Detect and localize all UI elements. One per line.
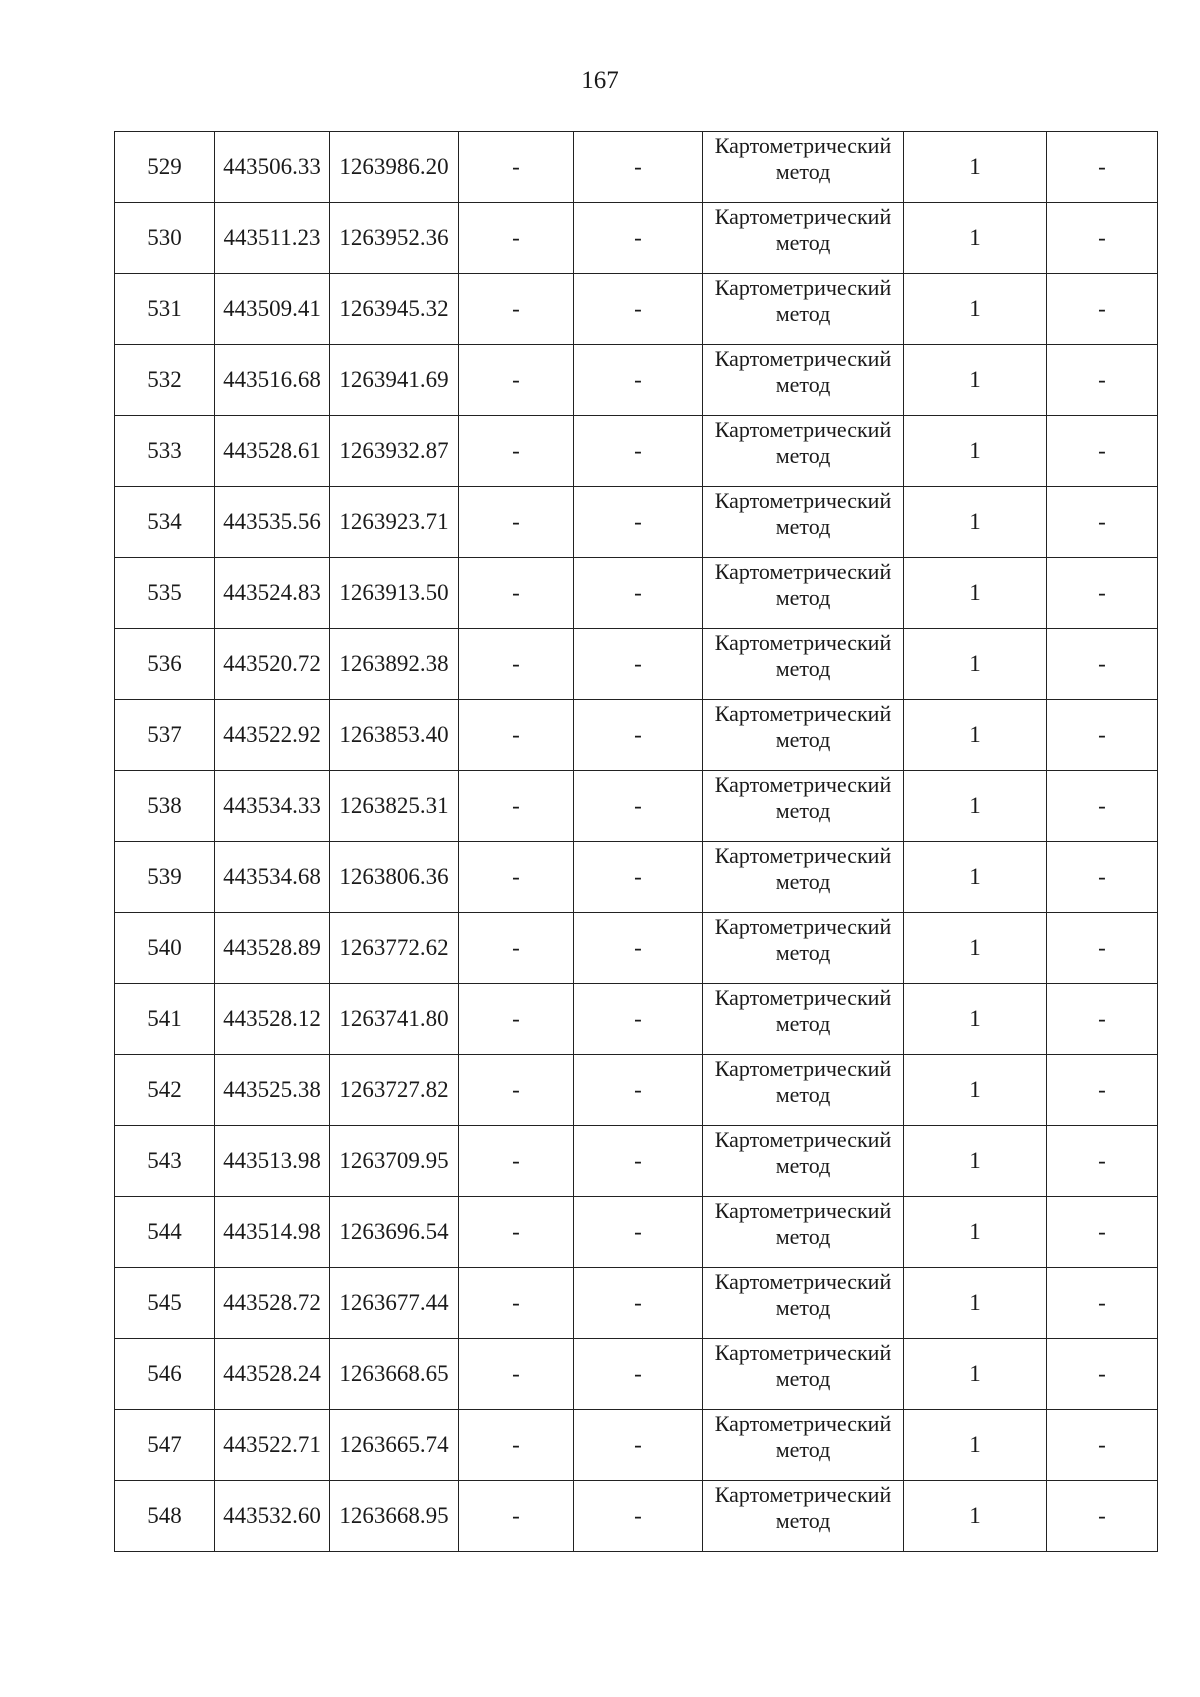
point-number-cell: 544 [115,1197,215,1268]
y-coordinate-cell: 1263806.36 [330,842,459,913]
empty-cell-2: - [574,1055,703,1126]
empty-cell-1: - [459,274,574,345]
method-cell [703,274,904,345]
method-cell [703,913,904,984]
method-line-1: Картометрический [714,1198,892,1223]
x-coordinate-cell: 443513.98 [215,1126,330,1197]
x-coordinate-cell: 443528.89 [215,913,330,984]
empty-cell-2: - [574,132,703,203]
table-row [115,558,1158,629]
accuracy-cell: 1 [904,274,1047,345]
method-line-1: Картометрический [714,488,892,513]
empty-cell-2: - [574,1268,703,1339]
accuracy-cell: 1 [904,1197,1047,1268]
method-line-2: метод [775,656,831,681]
method-cell [703,842,904,913]
table-row [115,913,1158,984]
empty-cell-3: - [1047,1339,1158,1410]
point-number-cell: 547 [115,1410,215,1481]
accuracy-cell: 1 [904,700,1047,771]
method-line-1: Картометрический [714,275,892,300]
empty-cell-1: - [459,1197,574,1268]
empty-cell-1: - [459,487,574,558]
x-coordinate-cell: 443528.61 [215,416,330,487]
method-cell [703,1481,904,1552]
y-coordinate-cell: 1263853.40 [330,700,459,771]
table-row [115,1197,1158,1268]
point-number-cell: 529 [115,132,215,203]
table-row [115,203,1158,274]
method-line-2: метод [775,1366,831,1391]
method-cell [703,1339,904,1410]
y-coordinate-cell: 1263677.44 [330,1268,459,1339]
method-line-1: Картометрический [714,914,892,939]
y-coordinate-cell: 1263986.20 [330,132,459,203]
method-line-1: Картометрический [714,843,892,868]
method-line-2: метод [775,301,831,326]
empty-cell-1: - [459,1055,574,1126]
table-row [115,842,1158,913]
point-number-cell: 539 [115,842,215,913]
method-line-1: Картометрический [714,1340,892,1365]
method-line-1: Картометрический [714,346,892,371]
method-line-2: метод [775,1437,831,1462]
method-line-2: метод [775,230,831,255]
method-line-2: метод [775,585,831,610]
table-row [115,984,1158,1055]
method-line-2: метод [775,372,831,397]
accuracy-cell: 1 [904,416,1047,487]
empty-cell-3: - [1047,984,1158,1055]
method-line-2: метод [775,514,831,539]
method-line-1: Картометрический [714,772,892,797]
table-row [115,416,1158,487]
empty-cell-3: - [1047,274,1158,345]
empty-cell-1: - [459,984,574,1055]
empty-cell-3: - [1047,1268,1158,1339]
empty-cell-3: - [1047,345,1158,416]
method-cell [703,345,904,416]
y-coordinate-cell: 1263709.95 [330,1126,459,1197]
x-coordinate-cell: 443534.33 [215,771,330,842]
x-coordinate-cell: 443532.60 [215,1481,330,1552]
method-line-1: Картометрический [714,417,892,442]
method-line-2: метод [775,940,831,965]
point-number-cell: 531 [115,274,215,345]
point-number-cell: 546 [115,1339,215,1410]
empty-cell-3: - [1047,487,1158,558]
empty-cell-3: - [1047,1055,1158,1126]
method-cell [703,984,904,1055]
accuracy-cell: 1 [904,1410,1047,1481]
method-line-2: метод [775,1153,831,1178]
empty-cell-3: - [1047,629,1158,700]
method-line-1: Картометрический [714,1482,892,1507]
table-row [115,1481,1158,1552]
point-number-cell: 540 [115,913,215,984]
x-coordinate-cell: 443514.98 [215,1197,330,1268]
y-coordinate-cell: 1263932.87 [330,416,459,487]
method-line-1: Картометрический [714,985,892,1010]
point-number-cell: 536 [115,629,215,700]
empty-cell-3: - [1047,132,1158,203]
method-line-1: Картометрический [714,133,892,158]
accuracy-cell: 1 [904,1339,1047,1410]
empty-cell-1: - [459,842,574,913]
accuracy-cell: 1 [904,345,1047,416]
method-cell [703,416,904,487]
x-coordinate-cell: 443535.56 [215,487,330,558]
empty-cell-2: - [574,487,703,558]
empty-cell-2: - [574,558,703,629]
y-coordinate-cell: 1263825.31 [330,771,459,842]
table-row [115,132,1158,203]
point-number-cell: 548 [115,1481,215,1552]
y-coordinate-cell: 1263913.50 [330,558,459,629]
table-row [115,629,1158,700]
method-cell [703,1126,904,1197]
method-cell [703,1268,904,1339]
method-line-2: метод [775,869,831,894]
coordinates-table-body [115,132,1158,1552]
point-number-cell: 532 [115,345,215,416]
empty-cell-2: - [574,842,703,913]
method-line-1: Картометрический [714,1056,892,1081]
point-number-cell: 538 [115,771,215,842]
empty-cell-3: - [1047,700,1158,771]
empty-cell-1: - [459,913,574,984]
empty-cell-3: - [1047,1410,1158,1481]
method-cell [703,487,904,558]
empty-cell-2: - [574,345,703,416]
coordinates-table [114,131,1158,1552]
point-number-cell: 534 [115,487,215,558]
empty-cell-3: - [1047,771,1158,842]
method-line-2: метод [775,159,831,184]
x-coordinate-cell: 443524.83 [215,558,330,629]
empty-cell-1: - [459,1410,574,1481]
table-row [115,1268,1158,1339]
x-coordinate-cell: 443528.72 [215,1268,330,1339]
empty-cell-3: - [1047,1481,1158,1552]
x-coordinate-cell: 443528.12 [215,984,330,1055]
empty-cell-1: - [459,132,574,203]
method-line-1: Картометрический [714,1127,892,1152]
accuracy-cell: 1 [904,1268,1047,1339]
x-coordinate-cell: 443509.41 [215,274,330,345]
table-row [115,274,1158,345]
accuracy-cell: 1 [904,629,1047,700]
point-number-cell: 530 [115,203,215,274]
accuracy-cell: 1 [904,1481,1047,1552]
empty-cell-1: - [459,416,574,487]
empty-cell-3: - [1047,416,1158,487]
method-line-2: метод [775,1295,831,1320]
accuracy-cell: 1 [904,203,1047,274]
x-coordinate-cell: 443506.33 [215,132,330,203]
method-line-2: метод [775,1011,831,1036]
point-number-cell: 543 [115,1126,215,1197]
empty-cell-3: - [1047,913,1158,984]
x-coordinate-cell: 443534.68 [215,842,330,913]
x-coordinate-cell: 443516.68 [215,345,330,416]
method-cell [703,1410,904,1481]
accuracy-cell: 1 [904,487,1047,558]
empty-cell-2: - [574,274,703,345]
table-row [115,1126,1158,1197]
y-coordinate-cell: 1263696.54 [330,1197,459,1268]
empty-cell-2: - [574,700,703,771]
empty-cell-1: - [459,1481,574,1552]
empty-cell-2: - [574,416,703,487]
method-line-1: Картометрический [714,630,892,655]
table-row [115,771,1158,842]
x-coordinate-cell: 443525.38 [215,1055,330,1126]
method-line-1: Картометрический [714,204,892,229]
accuracy-cell: 1 [904,1055,1047,1126]
method-line-2: метод [775,443,831,468]
empty-cell-1: - [459,700,574,771]
point-number-cell: 542 [115,1055,215,1126]
table-row [115,700,1158,771]
method-cell [703,629,904,700]
method-line-1: Картометрический [714,1269,892,1294]
method-cell [703,700,904,771]
method-line-1: Картометрический [714,559,892,584]
empty-cell-2: - [574,984,703,1055]
accuracy-cell: 1 [904,913,1047,984]
empty-cell-1: - [459,771,574,842]
table-row [115,345,1158,416]
y-coordinate-cell: 1263923.71 [330,487,459,558]
method-line-2: метод [775,1508,831,1533]
empty-cell-1: - [459,558,574,629]
empty-cell-1: - [459,1126,574,1197]
method-line-2: метод [775,798,831,823]
point-number-cell: 535 [115,558,215,629]
table-row [115,1339,1158,1410]
y-coordinate-cell: 1263952.36 [330,203,459,274]
method-cell [703,771,904,842]
empty-cell-2: - [574,203,703,274]
empty-cell-3: - [1047,842,1158,913]
method-cell [703,132,904,203]
y-coordinate-cell: 1263892.38 [330,629,459,700]
method-cell [703,1055,904,1126]
empty-cell-2: - [574,913,703,984]
y-coordinate-cell: 1263945.32 [330,274,459,345]
y-coordinate-cell: 1263727.82 [330,1055,459,1126]
table-row [115,487,1158,558]
empty-cell-2: - [574,1126,703,1197]
point-number-cell: 541 [115,984,215,1055]
method-cell [703,1197,904,1268]
empty-cell-1: - [459,1339,574,1410]
table-row [115,1055,1158,1126]
x-coordinate-cell: 443522.71 [215,1410,330,1481]
empty-cell-2: - [574,629,703,700]
method-line-1: Картометрический [714,701,892,726]
accuracy-cell: 1 [904,558,1047,629]
method-cell [703,558,904,629]
point-number-cell: 533 [115,416,215,487]
x-coordinate-cell: 443528.24 [215,1339,330,1410]
y-coordinate-cell: 1263772.62 [330,913,459,984]
accuracy-cell: 1 [904,132,1047,203]
table-row [115,1410,1158,1481]
empty-cell-3: - [1047,1197,1158,1268]
y-coordinate-cell: 1263665.74 [330,1410,459,1481]
y-coordinate-cell: 1263668.95 [330,1481,459,1552]
empty-cell-2: - [574,1481,703,1552]
empty-cell-1: - [459,629,574,700]
empty-cell-1: - [459,1268,574,1339]
accuracy-cell: 1 [904,984,1047,1055]
x-coordinate-cell: 443520.72 [215,629,330,700]
y-coordinate-cell: 1263741.80 [330,984,459,1055]
empty-cell-2: - [574,771,703,842]
y-coordinate-cell: 1263941.69 [330,345,459,416]
empty-cell-3: - [1047,203,1158,274]
empty-cell-3: - [1047,558,1158,629]
accuracy-cell: 1 [904,1126,1047,1197]
empty-cell-1: - [459,345,574,416]
empty-cell-2: - [574,1197,703,1268]
method-line-2: метод [775,1082,831,1107]
empty-cell-2: - [574,1339,703,1410]
accuracy-cell: 1 [904,842,1047,913]
x-coordinate-cell: 443511.23 [215,203,330,274]
empty-cell-2: - [574,1410,703,1481]
method-line-2: метод [775,1224,831,1249]
page-number: 167 [581,67,619,94]
point-number-cell: 537 [115,700,215,771]
empty-cell-3: - [1047,1126,1158,1197]
method-line-2: метод [775,727,831,752]
accuracy-cell: 1 [904,771,1047,842]
y-coordinate-cell: 1263668.65 [330,1339,459,1410]
method-line-1: Картометрический [714,1411,892,1436]
point-number-cell: 545 [115,1268,215,1339]
empty-cell-1: - [459,203,574,274]
method-cell [703,203,904,274]
x-coordinate-cell: 443522.92 [215,700,330,771]
